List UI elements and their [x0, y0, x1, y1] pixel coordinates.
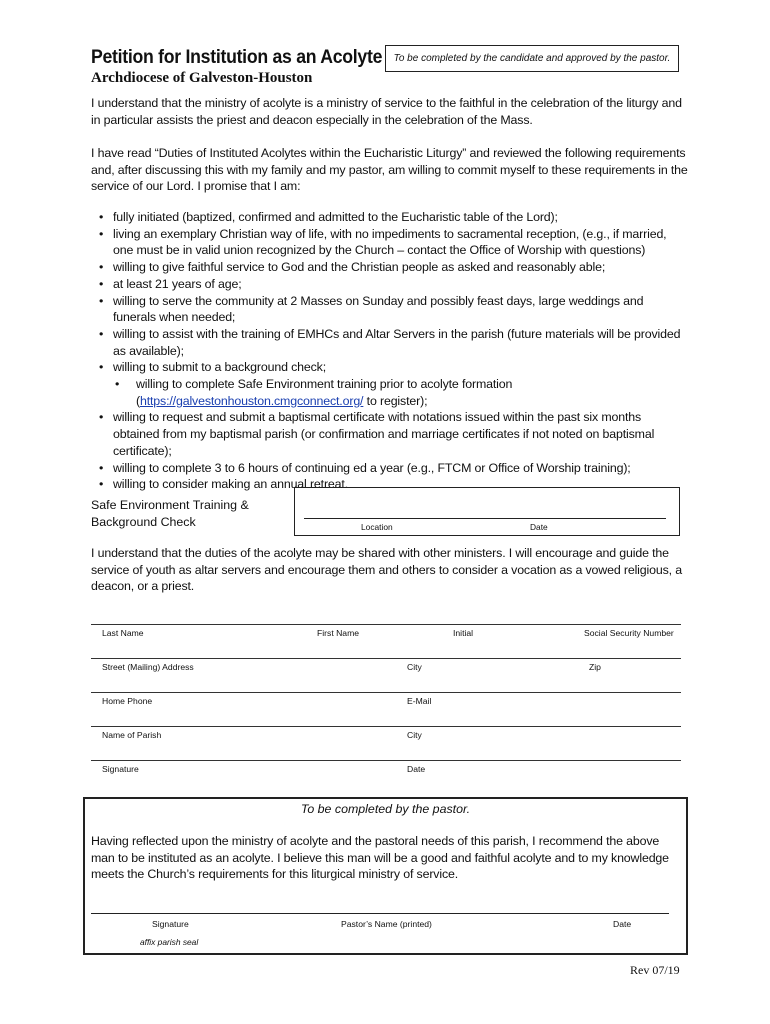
safe-env-location-label: Location	[361, 522, 393, 532]
revision-label: Rev 07/19	[630, 963, 680, 977]
parish-label: Name of Parish	[102, 730, 162, 740]
registration-link[interactable]: https://galvestonhouston.cmgconnect.org/	[139, 393, 364, 408]
list-item: • fully initiated (baptized, confirmed and admitted to the Eucharistic table of the Lord);	[99, 209, 689, 226]
list-item: • willing to serve the community at 2 Masses on Sunday and possibly feast days, large weddings and funerals when needed;	[99, 293, 689, 326]
street-label: Street (Mailing) Address	[102, 662, 194, 672]
intro-paragraph-2: I have read “Duties of Instituted Acolytes within the Eucharistic Liturgy” and reviewed the following requirements and, after discussing this with my family and my pastor, am willing to commit myself to these requirements in the service of our Lord. I promise that I am:	[91, 146, 688, 193]
pastor-signature-label: Signature	[152, 919, 189, 929]
first-name-label: First Name	[317, 628, 360, 638]
archdiocese-subtitle: Archdiocese of Galveston-Houston	[91, 70, 313, 86]
list-item: • willing to assist with the training of EMHCs and Altar Servers in the parish (future materials will be provided as available);	[99, 326, 689, 359]
requirements-list	[99, 209, 689, 493]
date-label: Date	[407, 764, 426, 774]
parish-seal-note: affix parish seal	[140, 937, 199, 947]
pastor-recommendation: Having reflected upon the ministry of acolyte and the pastoral needs of this parish, I recommend the above man to be instituted as an acolyte. I believe this man will be a good and faithful acolyte and to my knowledge meets the Church’s requirements for this liturgical ministry of service.	[91, 834, 669, 881]
page-title: Petition for Institution as an Acolyte	[91, 47, 383, 68]
list-item: • living an exemplary Christian way of life, with no impediments to sacramental reception, (e.g., if married, one must be in valid union recognized by the Church – contact the Office of Worship with questions)	[99, 226, 689, 259]
instruction-note-text: To be completed by the candidate and approved by the pastor.	[393, 53, 671, 64]
field-line-5[interactable]	[91, 760, 681, 761]
field-line-3[interactable]	[91, 692, 681, 693]
pastor-date-label: Date	[613, 919, 632, 929]
pastor-name-label: Pastor’s Name (printed)	[341, 919, 432, 929]
list-item: • willing to give faithful service to God and the Christian people as asked and reasonably able;	[99, 259, 689, 276]
safe-env-label-line2: Background Check	[91, 514, 196, 529]
safe-env-training-text: willing to complete Safe Environment training prior to acolyte formation	[136, 377, 513, 392]
field-line-1[interactable]	[91, 624, 681, 625]
city-label: City	[407, 662, 422, 672]
list-item: • willing to request and submit a baptismal certificate with notations issued within the past six months obtained from my baptismal parish (or confirmation and marriage certificates if not noted on baptismal certificate);	[99, 409, 689, 459]
ssn-label: Social Security Number	[584, 628, 674, 638]
link-close-text: to register);	[363, 393, 428, 408]
zip-label: Zip	[589, 662, 601, 672]
duties-paragraph: I understand that the duties of the acolyte may be shared with other ministers. I will encourage and guide the service of youth as altar servers and encourage them and others to consider a vocation as a vowed religious, a deacon, or a priest.	[91, 546, 682, 593]
list-item: • at least 21 years of age;	[99, 276, 689, 293]
safe-env-box[interactable]	[294, 487, 680, 536]
last-name-label: Last Name	[102, 628, 144, 638]
signature-label: Signature	[102, 764, 139, 774]
email-label: E-Mail	[407, 696, 432, 706]
field-line-2[interactable]	[91, 658, 681, 659]
safe-env-line	[304, 518, 666, 519]
initial-label: Initial	[453, 628, 474, 638]
pastor-heading: To be completed by the pastor.	[300, 802, 471, 816]
link-open-paren: (	[136, 393, 140, 408]
home-phone-label: Home Phone	[102, 696, 153, 706]
list-item: • willing to complete 3 to 6 hours of continuing ed a year (e.g., FTCM or Office of Worship training);	[99, 460, 689, 477]
parish-city-label: City	[407, 730, 422, 740]
intro-paragraph-1: I understand that the ministry of acolyte is a ministry of service to the faithful in the celebration of the liturgy and in particular assists the priest and deacon especially in the celebration of the Mass.	[91, 96, 682, 127]
list-item: • willing to submit to a background check;	[99, 359, 689, 376]
list-item-sub	[99, 376, 689, 409]
safe-env-label-line1: Safe Environment Training &	[91, 498, 249, 512]
safe-env-date-label: Date	[530, 522, 548, 532]
safe-env-label	[91, 497, 249, 530]
pastor-signature-line[interactable]	[91, 913, 669, 914]
list-item: • willing to consider making an annual retreat.	[99, 476, 689, 493]
field-line-4[interactable]	[91, 726, 681, 727]
instruction-note	[385, 45, 679, 72]
